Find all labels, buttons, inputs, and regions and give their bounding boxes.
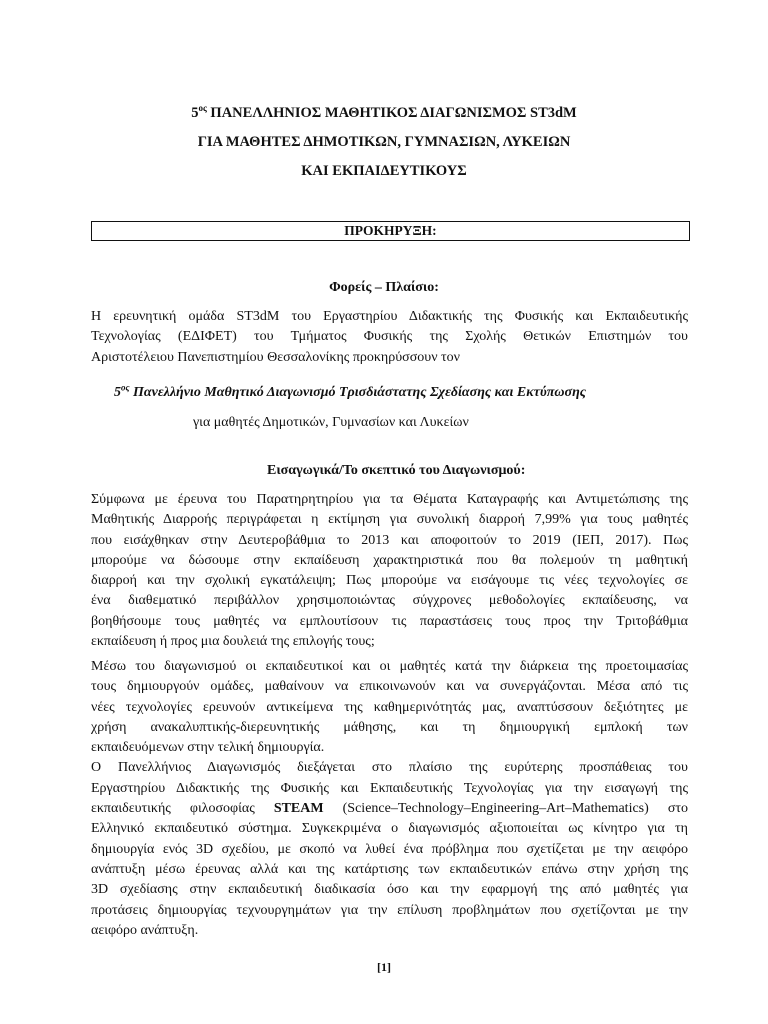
text-line: 3D σχεδίασης στην εκπαιδευτική διαδικασία όσο και την εφαρμογή της από μαθητές για [91, 882, 688, 898]
main-title: $5^{o\varsigma}$ ΠΑΝΕΛΛΗΝΙΟΣ ΜΑΘΗΤΙΚΟΣ ΔΙΑΓΩΝΙΣΜΟΣ ST3dM [191, 103, 577, 121]
title-audience: ΓΙΑ ΜΑΘΗΤΕΣ ΔΗΜΟΤΙΚΩΝ, ΓΥΜΝΑΣΙΩΝ, ΛΥΚΕΙΩΝ [197, 134, 571, 150]
text-line: Η ερευνητική ομάδα ST3dM του Εργαστηρίου Διδακτικής της Φυσικής και Εκπαιδευτικής [91, 309, 688, 324]
intro-paragraph-1 [91, 490, 688, 652]
text-line: διαρροή και την σχολική εγκατάλειψη; Πως μπορούμε να εισάγουμε τις νέες τεχνολογίες σε [91, 573, 688, 589]
section-title-sponsors: Φορείς – Πλαίσιο: [329, 280, 439, 295]
intro-paragraph-2 [91, 657, 688, 941]
steam-term: STEAM [273, 801, 324, 817]
section-title-intro: Εισαγωγικά/Το σκεπτικό του Διαγωνισμού: [267, 463, 526, 478]
text-line: Αριστοτέλειου Πανεπιστημίου Θεσσαλονίκης προκηρύσσουν τον [91, 349, 460, 365]
text-line: Ελληνικό εκπαιδευτικό σύστημα. Συγκεκριμένα ο διαγωνισμός αξιοποιείται ως κίνητρο για τη [91, 821, 688, 837]
text-line: Εργαστηρίου Διδακτικής της Φυσικής και Εκπαιδευτικής Τεχνολογίας για την εισαγωγή της [91, 780, 688, 796]
page-number: [1] [377, 960, 391, 974]
text-line: προτάσεις δημιουργίας τεχνουργημάτων για την επίλυση προβλημάτων που σχετίζονται με την [91, 902, 688, 918]
announcement-label: ΠΡΟΚΗΡΥΞΗ: [344, 223, 437, 238]
text-line: εκπαιδευόμενων στην τελική δημιουργία. [91, 740, 325, 756]
text-line: Ο Πανελλήνιος Διαγωνισμός διεξάγεται στο πλαίσιο της ευρύτερης προσπάθειας του [91, 760, 688, 776]
announcement-box [91, 221, 690, 241]
sponsors-paragraph [91, 307, 688, 368]
text-line: Μαθητικής Διαρροής περιγράφεται η εκτίμηση για συνολική διαρροή 7,99% για τους μαθητές [91, 512, 688, 528]
title-teachers: ΚΑΙ ΕΚΠΑΙΔΕΥΤΙΚΟΥΣ [301, 163, 467, 179]
text-line: νέες τεχνολογίες ερευνούν αντικείμενα της καθημερινότητάς μας, αναπτύσσουν δεξιότητες με [91, 699, 688, 715]
text-line: τους δημιουργούν ομάδες, μαθαίνουν να επικοινωνούν και να συνεργάζονται. Μέσα από τις [91, 679, 688, 695]
competition-title: $5^{o\varsigma}$ Πανελλήνιο Μαθητικό Διαγωνισμό Τρισδιάστατης Σχεδίασης και Εκτύπωσης [114, 382, 586, 400]
competition-subtitle: για μαθητές Δημοτικών, Γυμνασίων και Λυκείων [193, 415, 469, 430]
text-line: Μέσω του διαγωνισμού οι εκπαιδευτικοί και οι μαθητές κατά την διάρκεια της προετοιμασίας [91, 659, 688, 674]
text-line: Σύμφωνα με έρευνα του Παρατηρητηρίου για τα Θέματα Καταγραφής και Αντιμετώπισης της [91, 492, 688, 507]
text-line: χρήση ανακαλυπτικής-διερευνητικής μάθησης, και τη δημιουργική εμπλοκή των [91, 719, 688, 735]
text-line: εκπαίδευση ή προς μια δουλειά της επιλογής τους; [91, 634, 375, 650]
text-line: βοηθήσουμε τους μαθητές να εμπλουτίσουν τις παραστάσεις τους προς την Τριτοβάθμια [91, 613, 688, 629]
text-line: που εισάχθηκαν στην Δευτεροβάθμια το 2013 και αποφοιτούν το 2019 (ΙΕΠ, 2017). Πως [91, 532, 688, 548]
text-line: δημιουργία ενός 3D σχεδίου, με σκοπό να λυθεί ένα πρόβλημα που σχετίζεται με την αειφόρο [91, 841, 688, 857]
text-line: ένα διαθεματικό περιβάλλον χρησιμοποιώντας σύγχρονες μεθοδολογίες εκπαίδευσης, να [91, 593, 688, 609]
text-line: μπορούμε να δώσουμε στην εκπαίδευση χαρακτηριστικά που θα πολεμούν τη μαθητική [91, 552, 688, 568]
text-line: Τεχνολογίας (ΕΔΙΦΕΤ) του Τμήματος Φυσικής της Σχολής Θετικών Επιστημών του [91, 329, 688, 345]
text-line-steam: εκπαιδευτικής φιλοσοφίας STEAM (Science–Technology–Engineering–Art–Mathematics) στο [91, 801, 688, 817]
text-line: ανάπτυξη μέσω έρευνας αλλά και της κατάρτισης των εκπαιδευτικών επάνω στην χρήση της [91, 861, 688, 877]
text-line: αειφόρο ανάπτυξη. [91, 922, 199, 938]
